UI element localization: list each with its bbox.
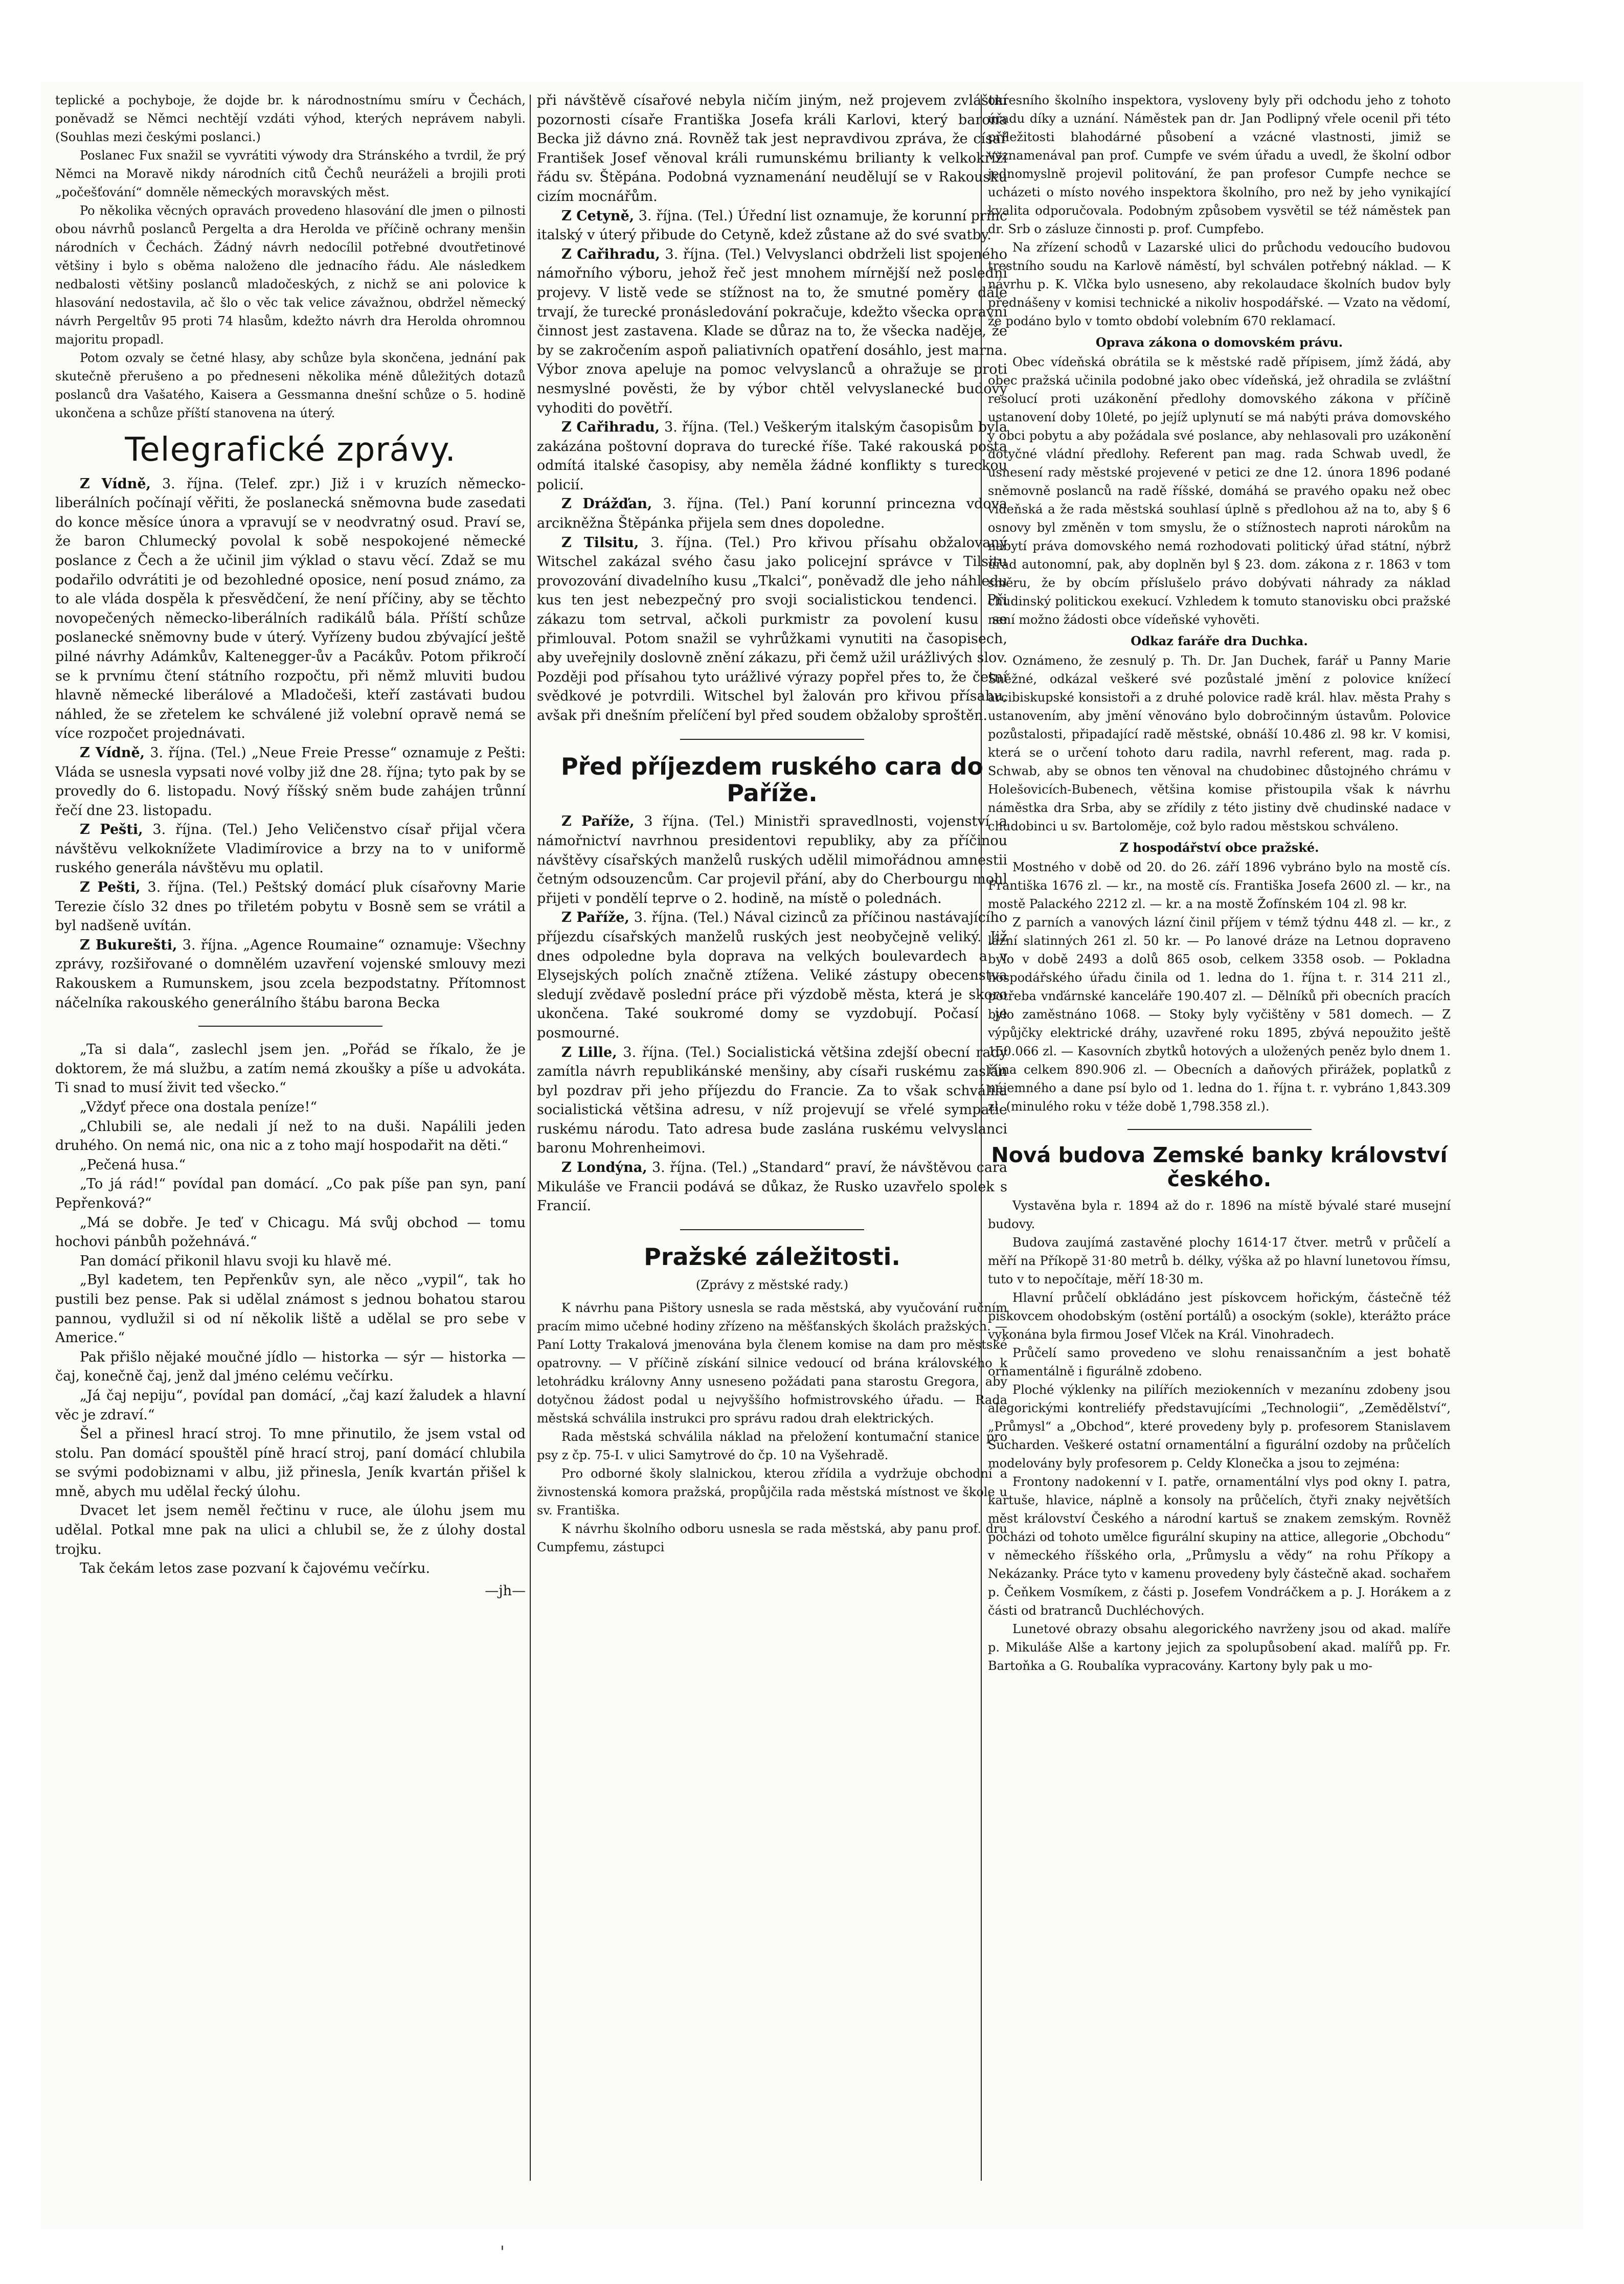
dateline: Z Londýna, xyxy=(561,1160,647,1176)
column-3 xyxy=(988,91,1451,2167)
dateline: Z Paříže, xyxy=(561,813,635,830)
telegraf-item xyxy=(55,936,526,1012)
item-text: 3. října. (Tel.) „Standard“ praví, že návštěvou cara Mikuláše ve Francii podává se důkaz, že Rusko uzavřelo spolek s Francií. xyxy=(537,1160,1007,1214)
item-text: 3. října. (Tel.) „Neue Freie Presse“ oznamuje z Pešti: Vláda se usnesla vypsati nové volby již dne 28. října; tyto pak by se provedly do 6. listopadu. Nový říšský sněm bude zahájen trůnní řečí dne 23. listopadu. xyxy=(55,744,526,819)
item-text: 3. října. „Agence Roumaine“ oznamuje: Všechny zprávy, rozšiřované o domnělém uzavření vojenské smlouvy mezi Rakouskem a Rumunskem, jsou zcela bezpodstatny. Přítomnost náčelníka rakouského generálního štábu barona Becka xyxy=(55,937,526,1011)
divider xyxy=(198,1026,382,1027)
telegraf-item xyxy=(537,91,1007,207)
telegraf-item xyxy=(537,494,1007,533)
item-text: 3. října. (Tel.) Nával cizinců za příčinou nastávajícího příjezdu císařských manželů ruských jest neobyčejně veliký. Již dnes odpoledne byla doprava na velkých boulevardech a v Elysejských polích značně ztížena. Veliké zástupy obecenstva sledují zvědavě poslední práce při výzdobě města, která je skoro ukončena. Také soukromé domy se vyzdobují. Počasí je posmourné. xyxy=(537,910,1007,1041)
dateline: Z Bukurešti, xyxy=(80,937,177,953)
paragraph: Na zřízení schodů v Lazarské ulici do průchodu vedoucího budovou trestního soudu na Karlově náměstí, byl schválen potřebný náklad. — K návrhu p. K. Vlčka bylo usneseno, aby rekolaudace školních budov byly přednášeny v komisi technické a nikoliv hospodářské. — Vzato na vědomí, že podáno bylo v tomto období volebním 670 reklamací. xyxy=(988,240,1451,328)
paragraph: Lunetové obrazy obsahu alegorického navrženy jsou od akad. malíře p. Mikuláše Alše a kartony jejich za spolupůsobení akad. malířů pp. Fr. Bartoňka a G. Roubalíka vypracovány. Kartony byly pak u mo- xyxy=(988,1622,1451,1674)
item-text: 3. října. (Tel.) Veškerým italským časopisům byla zakázána poštovní doprava do turecké říše. Také rakouská pošta odmítá italské časopisy, aby neměla žádné konflikty s tureckou policií. xyxy=(537,419,1007,493)
story-paragraph: Šel a přinesl hrací stroj. To mne přinutilo, že jsem vstal od stolu. Pan domácí spouštěl píně hrací stroj, paní domácí chlubila se svými podobiznami v albu, již přinesla, Jeník kvartán přišel k mně, abych mu udělal řecký úlohu. xyxy=(55,1426,526,1500)
paragraph: Obec vídeňská obrátila se k městské radě přípisem, jímž žádá, aby obec pražská učinila podobné jako obec vídeňská, jež ohradila se zvláštní resolucí proti uzákonění předlohy domovského zákona v příčině ustanovení doby 10leté, po jejíž uplynutí se má nabýti práva domovského v obci pobytu a aby požádala své poslance, aby nehlasovali pro uzákonění dotyčné vládní předlohy. Referent pan mag. rada Schwab uvedl, že usnesení rady městské projevené v petici ze dne 12. února 1896 podané sněmovně poslanců na radě říšské, domáhá se pravého opaku než obec vídeňská a že rada městská souhlasí úplně s předlohou až na to, aby § 6 osnovy byl změněn v tom smyslu, že o stížnostech naproti nárokům na nabytí práva domovského nemá rozhodovati politický úřad státní, nýbrž úřad autonomní, pak, aby doplněn byl § 23. dom. zákona z r. 1863 v tom směru, že by obcím příslušelo právo dobývati náhrady za náklad chudinský politickou exekucí. Vzhledem k tomuto stanovisku obci pražské není možno žádosti obce vídeňské vyhověti. xyxy=(988,355,1451,627)
section-title-banka: Nová budova Zemské banky království českého. xyxy=(991,1143,1448,1192)
paragraph: Hlavní průčelí obkládáno jest pískovcem hořickým, částečně též pískovcem ohodobským (ostění portálů) a osockým (sokle), kterážto práce vykonána byla firmou Josef Vlček na Král. Vinohradech. xyxy=(988,1291,1451,1342)
paragraph: Z parních a vanových lázní činil příjem v témž týdnu 448 zl. — kr., z lázní slatinných 261 zl. 50 kr. — Po lanové dráze na Letnou dopraveno bylo v době 2493 a dolů 865 osob, celkem 3358 osob. — Pokladna hospodářského úřadu činila od 1. ledna do 1. října t. r. 314 211 zl., potřeba vnďárnské kanceláře 190.407 zl. — Dělníků při obecních pracích bylo zaměstnáno 1068. — Stoky byly vyčištěny v 581 domech. — Z výpůjčky elektrické dráhy, uzavřené roku 1895, zbývá nepoužito ještě 150.066 zl. — Kasovních zbytků hotových a uložených peněz bylo dnem 1. října celkem 890.906 zl. — Obecních a daňových přirážek, poplatků z nájemného a dane psí bylo od 1. ledna do 1. října t. r. vybráno 1,843.309 zl. (minulého roku v téže době 1,798.358 zl.). xyxy=(988,915,1451,1114)
story-paragraph: Pan domácí přikonil hlavu svoji ku hlavě mé. xyxy=(80,1253,392,1269)
dateline: Z Vídně, xyxy=(80,476,151,492)
dateline: Z Pešti, xyxy=(80,822,143,838)
story-paragraph: Tak čekám letos zase pozvaní k čajovému večírku. xyxy=(80,1561,431,1577)
dateline: Z Cařihradu, xyxy=(561,246,660,262)
section-title-cara: Před příjezdem ruského cara do Paříže. xyxy=(560,752,984,807)
telegraf-item xyxy=(537,207,1007,245)
paragraph: Pro odborné školy slalnickou, kterou zřídila a vydržuje obchodní a živnostenská komora pražská, propůjčila rada městská místnost ve škole u sv. Františka. xyxy=(537,1466,1007,1518)
divider xyxy=(680,1229,864,1230)
story-paragraph: Dvacet let jsem neměl řečtinu v ruce, ale úlohu jsem mu udělal. Potkal mne pak na ulici a chlubil se, že z úlohy dostal trojku. xyxy=(55,1503,526,1557)
dateline: Z Cetyně, xyxy=(561,208,635,224)
news-item xyxy=(537,812,1007,908)
news-item xyxy=(537,908,1007,1043)
dateline: Z Paříže, xyxy=(561,910,629,926)
paragraph: K návrhu školního odboru usnesla se rada městská, aby panu prof. dru Cumpfemu, zástupci xyxy=(537,1522,1007,1555)
dateline: Z Vídně, xyxy=(80,744,145,761)
story-paragraph: „Má se dobře. Je teď v Chicagu. Má svůj obchod — tomu hochovi pánbůh požehnává.“ xyxy=(55,1214,526,1250)
telegraf-item xyxy=(537,245,1007,418)
story-paragraph: „Byl kadetem, ten Pepřenkův syn, ale něco „vypil“, tak ho pustili bez pense. Pak si udělal známost s jednou bohatou starou pannou, vydlužil si od ní několik liště a udělal se pro sebe v Americe.“ xyxy=(55,1272,526,1346)
city-council-news xyxy=(537,1299,1007,1556)
paragraph: Rada městská schválila náklad na přeložení kontumační stanice pro psy z čp. 75-I. v ulici Samytrové do čp. 10 na Vyšehradě. xyxy=(537,1430,1007,1463)
item-text: 3. října. (Tel.) Úřední list oznamuje, že korunní princ italský v úterý přibude do Cetyně, kdež zůstane až do své svatby. xyxy=(537,208,1007,243)
item-text: při návštěvě císařové nebyla ničím jiným, než projevem zvláštní pozornosti císaře Františka Josefa králi Karlovi, který barona Becka již dávno zná. Rovněž tak jest nepravdivou zpráva, že císař František Josef věnoval králi rumunskému brilianty k velkokříži řádu sv. Štěpána. Podobná vyznamenání neudělují se v Rakousku cizím mocnářům. xyxy=(537,93,1007,205)
column-rule xyxy=(530,95,531,2181)
section-title-telegraf: Telegrafické zprávy. xyxy=(125,431,456,469)
item-text: 3. října. (Tel.) Jeho Veličenstvo císař přijal včera návštěvu velkoknížete Vladimírovice a brzy na to v uniformě ruského generála návštěvu mu oplatil. xyxy=(55,822,526,876)
telegraf-item xyxy=(537,533,1007,726)
dateline: Z Cařihradu, xyxy=(561,419,660,436)
paragraph: Po několika věcných opravách provedeno hlasování dle jmen o pilnosti obou návrhů poslanců Pergelta a dra Herolda ve příčině ochrany menšin národních v Čechách. Žádný návrh nedocílil potřebné dvoutřetinové většiny i bylo s oběma naloženo dle jednacího řádu. Ale následkem nedbalosti většiny poslanců mladočeských, z nichž se ani polovice k hlasování nedostavila, ač šlo o věc tak velice závažnou, obdržel německý návrh Pergeltův 95 proti 74 hlasům, kdežto návrh dra Herolda ohromnou majoritu propadl. xyxy=(55,203,526,347)
print-mark: ' xyxy=(500,2242,505,2262)
item-text: 3 října. (Tel.) Ministři spravedlnosti, vojenství a námořnictví navrhnou presidentovi republiky, aby za příčinou návštěvy císařských manželů ruských udělil mimořádnou amnestii četným odsouzencům. Car projevil přání, aby do Cherbourgu mohl přijeti v pondělí teprve o 2. hodině, na místě o polednách. xyxy=(537,813,1007,907)
story-paragraph: „Já čaj nepiju“, povídal pan domácí, „čaj kazí žaludek a hlavní věc je zdraví.“ xyxy=(55,1387,526,1423)
news-item xyxy=(537,1043,1007,1159)
story-paragraph: „To já rád!“ povídal pan domácí. „Co pak píše pan syn, paní Pepřenková?“ xyxy=(55,1176,526,1211)
divider xyxy=(1127,1129,1312,1130)
section-title-prazske: Pražské záležitosti. xyxy=(644,1242,900,1271)
story-paragraph: „Pečená husa.“ xyxy=(80,1157,186,1173)
dateline: Z Tilsitu, xyxy=(561,534,639,551)
subhead-hospodarstvi: Z hospodářství obce pražské. xyxy=(1119,840,1319,855)
paragraph: Budova zaujímá zastavěné plochy 1614·17 čtver. metrů v průčelí a měří na Příkopě 31·80 metrů b. délky, výška až po hlavní lunetovou římsu, tuto v to nepočítaje, měří 18·30 m. xyxy=(988,1235,1451,1287)
item-text: 3. října. (Tel.) Velvyslanci obdrželi list spojeného námořního výboru, jehož řeč jest mnohem mírnější než poslední projevy. V listě vede se stížnost na to, že smutné poměry dále trvají, že turecké pronásledování pokračuje, kdežto všecka opravní činnost jest zastavena. Klade se důraz na to, že všecka naděje, že by se zakročením aspoň paliativních opatření dosáhlo, jest marna. Výbor znova apeluje na pomoc velvyslanců a ohražuje se proti nesmyslné pověsti, že by výbor chtěl velvyslanecké budovy vyhoditi do povětří. xyxy=(537,246,1007,416)
paragraph: Frontony nadokenní v I. patře, ornamentální vlys pod okny I. patra, kartuše, hlavice, náplně a konsoly na průčelích, čtyři znaky největších měst království Českého a národní kartuš se znakem zemským. Rovněž pocházi od tohoto umělce figurální skupiny na attice, allegorie „Obchodu“ v německého říšského orla, „Průmyslu a vědy“ na rohu Příkopy a Nekázanky. Práce tyto v kamenu provedeny byly částečně akad. sochařem p. Čeňkem Vosmíkem, z části p. Josefem Vondráčkem a p. J. Horákem a z části od bratranců Duchléchových. xyxy=(988,1475,1451,1618)
dateline: Z Pešti, xyxy=(80,879,141,896)
dateline: Z Lille, xyxy=(561,1044,617,1060)
author-signature: —jh— xyxy=(485,1582,526,1599)
paragraph: Mostného v době od 20. do 26. září 1896 vybráno bylo na mostě cís. Františka 1676 zl. — kr., na mostě cís. Františka Josefa 2600 zl. — kr., na mostě Palackého 2212 zl. — kr. a na mostě Žofínském 104 zl. 98 kr. xyxy=(988,860,1451,911)
divider xyxy=(680,739,864,740)
paragraph: Ploché výklenky na pilířích meziokenních v mezanínu zdobeny jsou alegorickými kontreliéfy představujícími „Technologii“, „Zemědělství“, „Průmysl“ a „Obchod“, které provedeny byly p. profesorem Stanislavem Sucharden. Veškeré ostatní ornamentální a figurální ozdoby na průčelích modelovány byly profesorem p. Celdy Klonečka a jsou to zejména: xyxy=(988,1383,1451,1471)
subhead-oprava: Oprava zákona o domovském právu. xyxy=(1095,335,1343,350)
telegraf-item xyxy=(55,820,526,878)
paragraph: Potom ozvaly se četné hlasy, aby schůze byla skončena, jednání pak skutečně přerušeno a po předneseni několika méně důležitých dotazů poslanců dra Vašatého, Kaisera a Gessmanna dnešní schůze o 5. hodině ukončena a schůze příští stanovena na úterý. xyxy=(55,351,526,420)
item-text: 3. října. (Telef. zpr.) Již i v kruzích německo-liberálních počínají věřiti, že poslanecká sněmovna bude zasedati do konce měsíce února a vpravují se v neodvratný osud. Praví se, že baron Chlumecký povolal k sobě nespokojené německé poslance z Čech a že učinil jim výklad o stavu věcí. Zdaž se mu podařilo odvrátiti je od bezohledné oposice, není posud známo, za to ale vláda dospěla k přesvědčení, že není příčiny, aby se těchto novopečených německo-liberálních radikálů bála. Příští schůze poslanecké sněmovny bude v úterý. Vyřízeny budou zbývající ještě pilné návrhy Adámkův, Kaltenegger-ův a Pacákův. Potom přikročí se k prvnímu čtení státního rozpočtu, při němž mluviti budou hlavně německé liberálové a Mladočeši, kteří zastávati budou náhled, že se zřetelem ke schválené již volební opravě nemá se více rozpočet projednávati. xyxy=(55,476,526,742)
column-1 xyxy=(55,91,526,2167)
paragraph: Vystavěna byla r. 1894 až do r. 1896 na místě bývalé staré musejní budovy. xyxy=(988,1198,1451,1232)
paragraph: Oznámeno, že zesnulý p. Th. Dr. Jan Duchek, farář u Panny Marie Sněžné, odkázal veškeré své pozůstalé jmění z polovice knížecí arcibiskupské konsistoři a z druhé polovice radě král. hlav. města Prahy s ustanovením, aby jmění věnováno bylo dobročinným ústavům. Polovice pozůstalosti, připadající radě městské, obnáší 10.486 zl. 98 kr. V komisi, která se o určení tohoto daru radila, navrhl referent, mag. rada p. Schwab, aby se obnos ten věnoval na chudobinec důstojného chrámu v Holešovicích-Bubenech, většina komise přistoupila však k návrhu náměstka dra Srba, aby se zřídily z této jistiny dvě chudinské nadace v chudobinci u sv. Bartoloměje, což bylo radou městskou schváleno. xyxy=(988,653,1451,833)
telegraf-item xyxy=(55,878,526,936)
dateline: Z Drážďan, xyxy=(561,496,652,512)
parliament-report xyxy=(55,91,526,422)
feuilleton-story xyxy=(55,1040,526,1600)
story-paragraph: Pak přišlo nějaké moučné jídlo — historka — sýr — historka — čaj, konečně čaj, jenž dal jméno celému večírku. xyxy=(55,1349,526,1385)
story-paragraph: „Ta si dala“, zaslechl jsem jen. „Pořád se říkalo, že je doktorem, že má službu, a zatím nemá zkoušky a píše u advokáta. Ti snad to musí živit ted všecko.“ xyxy=(55,1042,526,1096)
item-text: 3. října. (Tel.) Peštský domácí pluk císařovny Marie Terezie číslo 32 dnes po třiletém pobytu v Bosně sem se vrátil a byl nadšeně uvítán. xyxy=(55,879,526,934)
telegraf-item xyxy=(537,418,1007,494)
item-text: 3. října. (Tel.) Paní korunní princezna vdova arcikněžna Štěpánka přijela sem dnes dopoledne. xyxy=(537,496,1007,532)
item-text: 3. října. (Tel.) Pro křivou přísahu obžalovaný Witschel zakázal svého času jako policejní správce v Tilsitu provozování divadelního kusu „Tkalci“, poněvadž dle jeho náhledu kus ten jest nebezpečný pro svoji socialistickou tendenci. Při zákazu tom setrval, ačkoli purkmistr za povolení kusu se přimlouval. Potom snažil se vyhrůžkami vynutiti na časopisech, aby uveřejnily doslovně znění zákazu, při čemž užil urážlivých slov. Později pod přísahou tyto urážlivé výrazy popřel přes to, že četní svědkové je potvrdili. Witschel byl žalován pro křivou přísahu, avšak při dnešním přelíčení byl před soudem obžaloby sproštěn. xyxy=(537,534,1007,723)
paragraph: K návrhu pana Pištory usnesla se rada městská, aby vyučování ručním pracím mimo učebné hodiny zřízeno na měšťanských školách pražských. — Paní Lotty Trakalová jmenována byla členem komise na dam pro městské opatrovny. — V příčině získání silnice vedoucí od brána královského k letohrádku královny Anny usneseno požádati pana starostu Gregora, aby dotyčnou žádost podal u nejvyššího hofmistrovského úřadu. — Rada městská schválila instrukci pro správu radou drah elektrických. xyxy=(537,1301,1007,1426)
section-subtitle: (Zprávy z městské rady.) xyxy=(695,1277,849,1292)
paragraph: Poslanec Fux snažil se vyvrátiti výwody dra Stránského a tvrdil, že prý Němci na Moravě nikdy národních citů Čechů neuráželi a brojili proti „počešťování“ domněle německých moravských měst. xyxy=(55,148,526,199)
paragraph: Průčelí samo provedeno ve slohu renaissančním a jest bohatě ornamentálně i figurálně zdobeno. xyxy=(988,1346,1451,1379)
subhead-odkaz: Odkaz faráře dra Duchka. xyxy=(1131,634,1308,648)
story-paragraph: „Chlubili se, ale nedali jí než to na duši. Napálili jeden druhého. On nemá nic, ona nic a z toho mají hospodařit na děti.“ xyxy=(55,1118,526,1154)
telegraf-item xyxy=(55,474,526,743)
paragraph: teplické a pochyboje, že dojde br. k národnostnímu smíru v Čechách, poněvadž se Němci nechtějí vzdáti výhod, kterých neprávem nabyli. (Souhlas mezi českými poslanci.) xyxy=(55,93,526,144)
story-paragraph: „Vždyť přece ona dostala peníze!“ xyxy=(80,1099,318,1115)
column-2 xyxy=(537,91,1007,2167)
telegraf-item xyxy=(55,743,526,820)
paragraph: okresního školního inspektora, vysloveny byly při odchodu jeho z tohoto úřadu díky a uznání. Náměstek pan dr. Jan Podlipný vřele ocenil při této příležitosti blahodárné působení a vzácné vlastnosti, jimiž se vyznamenával pan prof. Cumpfe ve svém úřadu a uvedl, že školní odbor jednomyslně projevil politování, že pan profesor Cumpfe nechce se ucházeti o místo nového inspektora školního, pro než by jeho vynikající kvalita odporučovala. Podobným způsobem vysvětil se též náměstek pan dr. Srb o zásluze činnosti p. prof. Cumpfebo. xyxy=(988,93,1451,236)
news-item xyxy=(537,1158,1007,1216)
item-text: 3. října. (Tel.) Socialistická většina zdejší obecní rady zamítla návrh republikánské menšiny, aby císaři ruskému zaslán byl pozdrav při jeho příjezdu do Francie. Za to však schválila socialistická většina adresu, v níž projevují se vřelé sympatie ruskému národu. Tato adresa bude zaslána ruskému velvyslanci baronu Mohrenheimovi. xyxy=(537,1044,1007,1157)
